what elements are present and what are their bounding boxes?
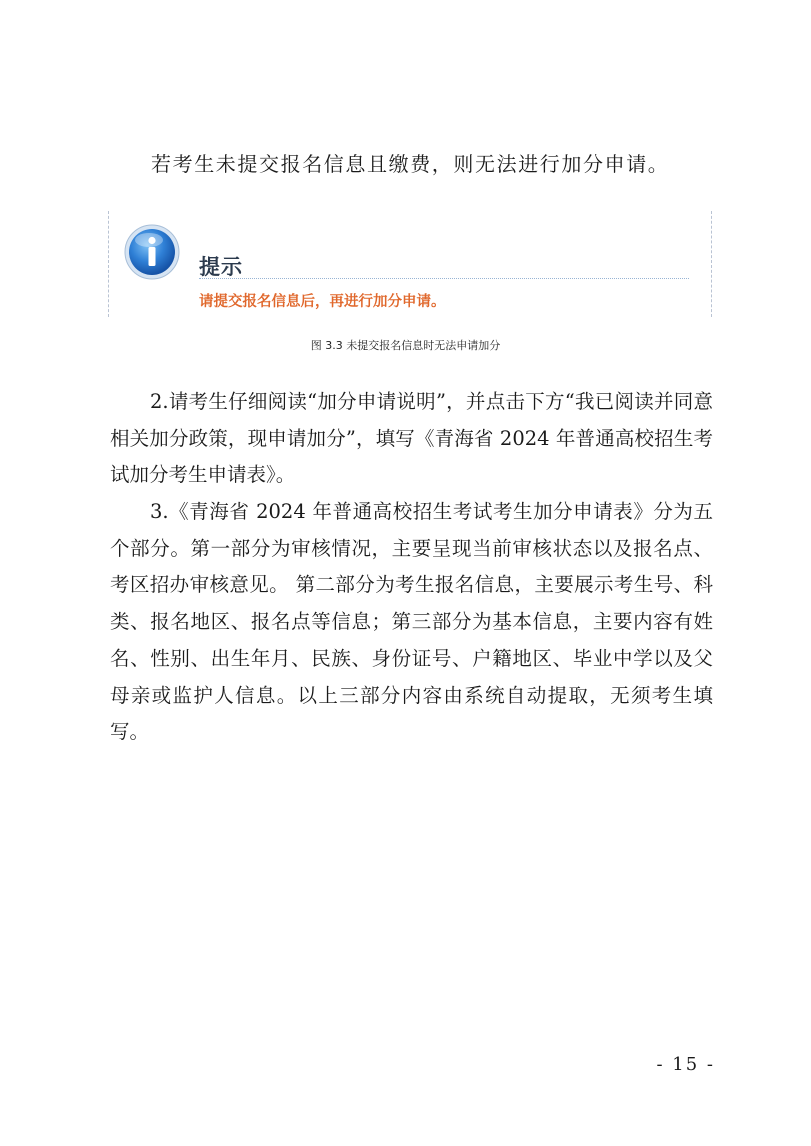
tip-divider [199,278,689,279]
paragraph-step-3: 3.《青海省 2024 年普通高校招生考试考生加分申请表》分为五个部分。第一部分为审核情况，主要呈现当前审核状态以及报名点、考区招办审核意见。 第二部分为考生报名信息，主要展示考生号、科类、报名地区、报名点等信息；第三部分为基本信息，主要内容有姓名、性别、出生年月、民族、身份证号、户籍地区、毕业中学以及父母亲或监护人信息。以上三部分内容由系统自动提取，无须考生填写。 [110,500,713,744]
paragraph-step-2: 2.请考生仔细阅读“加分申请说明”，并点击下方“我已阅读并同意相关加分政策，现申请加分”，填写《青海省 2024 年普通高校招生考试加分考生申请表》。 [110,390,713,487]
figure-caption: 图 3.3 未提交报名信息时无法申请加分 [310,339,501,352]
page-number: - 15 - [656,1054,715,1075]
tip-notice-box [108,211,712,317]
tip-message: 请提交报名信息后，再进行加分申请。 [199,294,446,310]
intro-sentence: 若考生未提交报名信息且缴费，则无法进行加分申请。 [151,152,670,176]
info-icon [123,223,181,281]
tip-title: 提示 [199,255,243,279]
